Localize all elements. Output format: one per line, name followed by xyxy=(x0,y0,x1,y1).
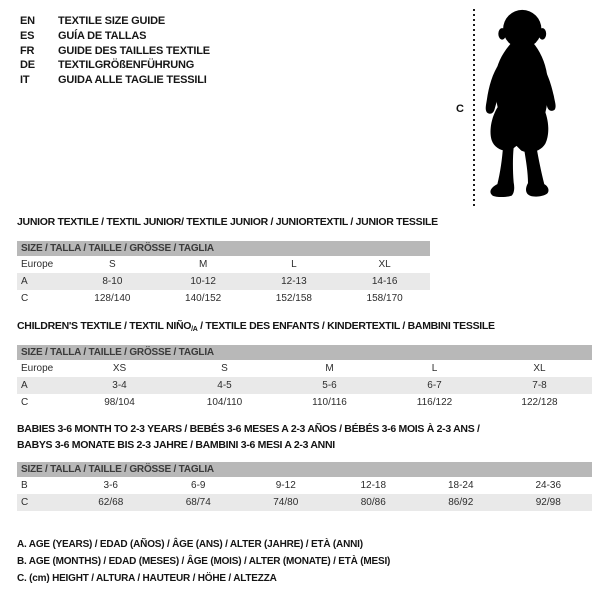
size-value: L xyxy=(431,363,438,374)
height-measure-dotted-line xyxy=(473,9,475,208)
size-value: 68/74 xyxy=(185,497,211,508)
size-value: 24-36 xyxy=(535,480,562,491)
language-title: TEXTILE SIZE GUIDE xyxy=(58,15,166,28)
size-value: 140/152 xyxy=(185,293,222,304)
table-row xyxy=(17,394,592,411)
row-label: C xyxy=(21,497,29,508)
size-header-bar: SIZE / TALLA / TAILLE / GRÖSSE / TAGLIA xyxy=(17,462,592,477)
size-value: 10-12 xyxy=(190,276,216,287)
size-value: 18-24 xyxy=(447,480,474,491)
row-label: Europe xyxy=(21,363,54,374)
junior-size-table xyxy=(17,241,430,307)
children-title-rest: / TEXTILE DES ENFANTS / KINDERTEXTIL / BAMBINI TESSILE xyxy=(197,320,495,332)
row-label: C xyxy=(21,397,29,408)
children-title-subscript: /A xyxy=(191,326,198,333)
language-title: GUÍA DE TALLAS xyxy=(58,30,147,43)
size-value: S xyxy=(221,363,228,374)
babies-title-line1: BABIES 3-6 MONTH TO 2-3 YEARS / BEBÉS 3-6 MESES A 2-3 AÑOS / BÉBÉS 3-6 MOIS À 2-3 ANS / xyxy=(17,423,480,435)
size-header-bar: SIZE / TALLA / TAILLE / GRÖSSE / TAGLIA xyxy=(17,241,430,256)
height-measure-label: C xyxy=(456,103,464,115)
size-value: 4-5 xyxy=(217,380,232,391)
language-code: EN xyxy=(20,15,35,28)
language-title: TEXTILGRÖßENFÜHRUNG xyxy=(58,59,195,72)
row-label: C xyxy=(21,293,29,304)
size-value: 3-6 xyxy=(103,480,118,491)
row-label: A xyxy=(21,380,28,391)
row-label: Europe xyxy=(21,259,54,270)
children-title-main: CHILDREN'S TEXTILE / TEXTIL NIÑO xyxy=(17,320,192,332)
language-title: GUIDE DES TAILLES TEXTILE xyxy=(58,44,210,57)
junior-section-title: JUNIOR TEXTILE / TEXTIL JUNIOR/ TEXTILE JUNIOR / JUNIORTEXTIL / JUNIOR TESSILE xyxy=(17,216,438,228)
size-value: XL xyxy=(533,363,546,374)
footnote-list xyxy=(17,536,390,587)
size-value: 116/122 xyxy=(416,397,453,408)
size-value: 7-8 xyxy=(532,380,547,391)
children-size-table xyxy=(17,345,592,411)
language-title: GUIDA ALLE TAGLIE TESSILI xyxy=(58,74,207,87)
size-value: 152/158 xyxy=(275,293,312,304)
baby-silhouette xyxy=(479,8,577,209)
size-value: L xyxy=(291,259,297,270)
size-value: S xyxy=(109,259,116,270)
size-value: 62/68 xyxy=(98,497,124,508)
size-value: 104/110 xyxy=(206,397,243,408)
size-value: 3-4 xyxy=(112,380,127,391)
footnote-c: C. (cm) HEIGHT / ALTURA / HAUTEUR / HÖHE / ALTEZZA xyxy=(17,573,277,584)
size-value: 14-16 xyxy=(371,276,398,287)
language-row xyxy=(20,73,210,88)
size-value: 9-12 xyxy=(275,480,296,491)
size-value: 74/80 xyxy=(273,497,299,508)
table-row xyxy=(17,256,430,273)
size-value: 92/98 xyxy=(535,497,561,508)
table-row xyxy=(17,494,592,511)
babies-size-table xyxy=(17,462,592,511)
language-code: FR xyxy=(20,44,35,57)
language-list xyxy=(20,14,210,87)
size-value: M xyxy=(325,363,334,374)
language-row xyxy=(20,43,210,58)
babies-section-title xyxy=(17,421,480,453)
size-value: 12-13 xyxy=(281,276,307,287)
size-value: 110/116 xyxy=(312,397,347,408)
table-row xyxy=(17,290,430,307)
table-row xyxy=(17,377,592,394)
footnote-b: B. AGE (MONTHS) / EDAD (MESES) / ÂGE (MOIS) / ALTER (MONATE) / ETÀ (MESI) xyxy=(17,556,391,567)
table-row xyxy=(17,477,592,494)
size-value: 158/170 xyxy=(366,293,403,304)
children-section-title xyxy=(17,318,495,338)
size-value: XL xyxy=(378,259,391,270)
size-value: 128/140 xyxy=(94,293,131,304)
size-value: 98/104 xyxy=(104,397,135,408)
baby-figure xyxy=(452,6,587,210)
table-row xyxy=(17,360,592,377)
size-value: M xyxy=(198,259,208,270)
size-value: 8-10 xyxy=(102,276,123,287)
size-value: 86/92 xyxy=(448,497,474,508)
table-row xyxy=(17,273,430,290)
language-row xyxy=(20,58,210,73)
language-code: DE xyxy=(20,59,35,72)
language-code: IT xyxy=(20,74,30,87)
footnote-a: A. AGE (YEARS) / EDAD (AÑOS) / ÂGE (ANS) / ALTER (JAHRE) / ETÀ (ANNI) xyxy=(17,539,363,550)
language-row xyxy=(20,14,210,29)
size-value: XS xyxy=(112,363,127,374)
size-value: 5-6 xyxy=(322,380,337,391)
size-value: 6-9 xyxy=(191,480,206,491)
language-code: ES xyxy=(20,30,35,43)
size-value: 6-7 xyxy=(427,380,442,391)
size-value: 80/86 xyxy=(360,497,386,508)
size-value: 122/128 xyxy=(521,397,558,408)
size-header-bar: SIZE / TALLA / TAILLE / GRÖSSE / TAGLIA xyxy=(17,345,592,360)
row-label: B xyxy=(21,480,28,491)
language-row xyxy=(20,29,210,44)
row-label: A xyxy=(21,276,28,287)
size-value: 12-18 xyxy=(360,480,387,491)
babies-title-line2: BABYS 3-6 MONATE BIS 2-3 JAHRE / BAMBINI 3-6 MESI A 2-3 ANNI xyxy=(17,439,335,451)
